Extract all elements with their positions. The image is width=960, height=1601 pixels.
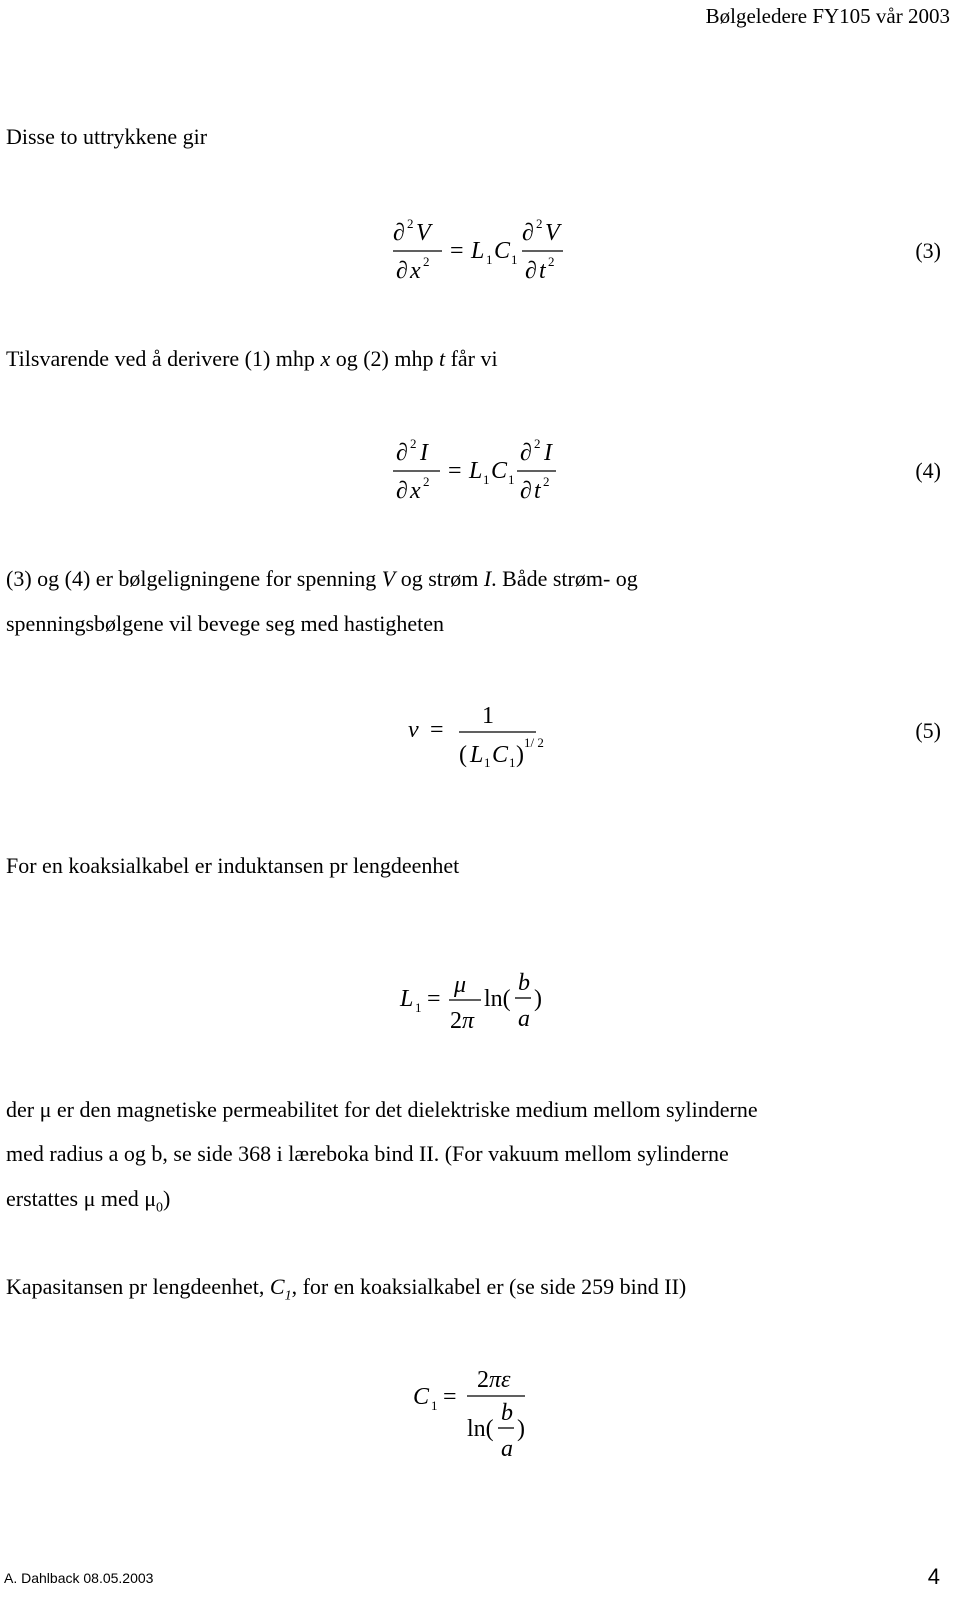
variable-t: t (438, 346, 446, 371)
variable-x: x (320, 346, 331, 371)
svg-text:1: 1 (508, 472, 515, 487)
svg-text:V: V (416, 220, 431, 246)
text-segment: , for en koaksialkabel er (se side 259 bind II) (291, 1274, 687, 1299)
svg-text:): ) (516, 742, 524, 768)
svg-text:2: 2 (536, 216, 543, 231)
svg-text:t: t (539, 258, 546, 284)
svg-text:=: = (443, 1384, 457, 1410)
svg-text:∂: ∂ (393, 220, 405, 246)
svg-text:a: a (518, 1006, 530, 1032)
paragraph-tilsvarende (6, 346, 498, 372)
svg-text:L: L (470, 742, 484, 768)
equation-4 (380, 428, 570, 508)
svg-text:2: 2 (477, 1367, 489, 1393)
paragraph-permeabilitet-line2: med radius a og b, se side 368 i læreboka bind II. (For vakuum mellom sylinderne (6, 1141, 729, 1166)
svg-text:L: L (400, 986, 414, 1012)
text-segment: og (2) mhp (330, 346, 439, 371)
svg-text:=: = (450, 238, 464, 264)
svg-text:L: L (469, 458, 483, 484)
svg-text:I: I (420, 440, 428, 466)
equation-capacitance (405, 1360, 545, 1470)
paragraph-koaksialkabel-induktans: For en koaksialkabel er induktansen pr lengdeenhet (6, 853, 460, 878)
svg-text:μ: μ (454, 972, 467, 998)
text-segment: . Både strøm- og (491, 566, 638, 591)
paragraph-permeabilitet-line1: der μ er den magnetiske permeabilitet for det dielektriske medium mellom sylinderne (6, 1097, 758, 1122)
svg-text:∂: ∂ (522, 220, 534, 246)
text-segment: (3) og (4) er bølgeligningene for spenning (6, 566, 382, 591)
svg-text:∂: ∂ (396, 440, 408, 466)
svg-text:t: t (534, 478, 541, 504)
svg-text:πε: πε (489, 1367, 511, 1393)
equation-inductance (392, 962, 562, 1042)
variable-I: I (483, 566, 492, 591)
svg-text:x: x (410, 258, 421, 284)
svg-text:=: = (448, 458, 462, 484)
svg-text:1: 1 (486, 252, 493, 267)
svg-text:∂: ∂ (396, 478, 408, 504)
svg-text:1: 1 (415, 1000, 422, 1015)
svg-text:2: 2 (423, 254, 430, 269)
svg-text:v: v (408, 717, 419, 743)
text-segment: Tilsvarende ved å derivere (1) mhp (6, 346, 321, 371)
svg-text:C: C (494, 238, 511, 264)
text-segment: Kapasitansen pr lengdeenhet, (6, 1274, 270, 1299)
paragraph-bolgeligninger-line1 (6, 566, 638, 592)
svg-text:2: 2 (410, 436, 417, 451)
variable-C: C (269, 1274, 285, 1299)
svg-text:2: 2 (450, 1008, 462, 1034)
subscript-one: 1 (284, 1288, 292, 1304)
text-segment: og strøm (395, 566, 484, 591)
svg-text:2: 2 (543, 474, 550, 489)
svg-text:1: 1 (484, 755, 491, 770)
svg-text:1: 1 (483, 472, 490, 487)
svg-text:L: L (471, 238, 485, 264)
variable-V: V (381, 566, 396, 591)
svg-text:1: 1 (431, 1398, 438, 1413)
equation-5 (400, 695, 550, 775)
svg-text:a: a (501, 1436, 513, 1462)
svg-text:1: 1 (482, 703, 494, 729)
svg-text:(: ( (459, 742, 467, 768)
text-segment: ) (163, 1186, 171, 1211)
text-segment: får vi (445, 346, 498, 371)
svg-text:ln(: ln( (484, 986, 511, 1012)
svg-text:2: 2 (407, 216, 414, 231)
svg-text:=: = (427, 986, 441, 1012)
paragraph-bolgeligninger-line2: spenningsbølgene vil bevege seg med hastigheten (6, 611, 445, 636)
svg-text:C: C (492, 742, 509, 768)
footer-author-date: A. Dahlback 08.05.2003 (4, 1570, 154, 1586)
paragraph-intro: Disse to uttrykkene gir (6, 124, 208, 149)
equation-3-number: (3) (915, 238, 941, 263)
svg-text:2: 2 (534, 436, 541, 451)
svg-text:): ) (534, 986, 542, 1012)
equation-3 (380, 208, 570, 288)
svg-text:ln(: ln( (467, 1416, 494, 1442)
paragraph-kapasitans (6, 1274, 686, 1304)
svg-text:∂: ∂ (520, 478, 532, 504)
svg-text:2: 2 (423, 474, 430, 489)
svg-text:b: b (518, 970, 530, 996)
svg-text:∂: ∂ (525, 258, 537, 284)
svg-text:C: C (413, 1384, 430, 1410)
svg-text:1: 1 (509, 755, 516, 770)
svg-text:∂: ∂ (520, 440, 532, 466)
equation-4-number: (4) (915, 458, 941, 483)
svg-text:b: b (501, 1400, 513, 1426)
svg-text:1: 1 (511, 252, 518, 267)
svg-text:): ) (517, 1416, 525, 1442)
svg-text:π: π (462, 1008, 475, 1034)
svg-text:C: C (491, 458, 508, 484)
svg-text:I: I (544, 440, 552, 466)
page-number: 4 (927, 1564, 940, 1589)
equation-5-number: (5) (915, 718, 941, 743)
text-segment: erstattes μ med μ (6, 1186, 157, 1211)
paragraph-permeabilitet-line3 (6, 1186, 170, 1216)
svg-text:V: V (545, 220, 560, 246)
page-header-title: Bølgeledere FY105 vår 2003 (705, 4, 950, 28)
svg-text:1/ 2: 1/ 2 (524, 735, 544, 750)
subscript-zero: 0 (156, 1200, 164, 1216)
svg-text:2: 2 (548, 254, 555, 269)
svg-text:x: x (410, 478, 421, 504)
svg-text:=: = (430, 717, 444, 743)
svg-text:∂: ∂ (396, 258, 408, 284)
